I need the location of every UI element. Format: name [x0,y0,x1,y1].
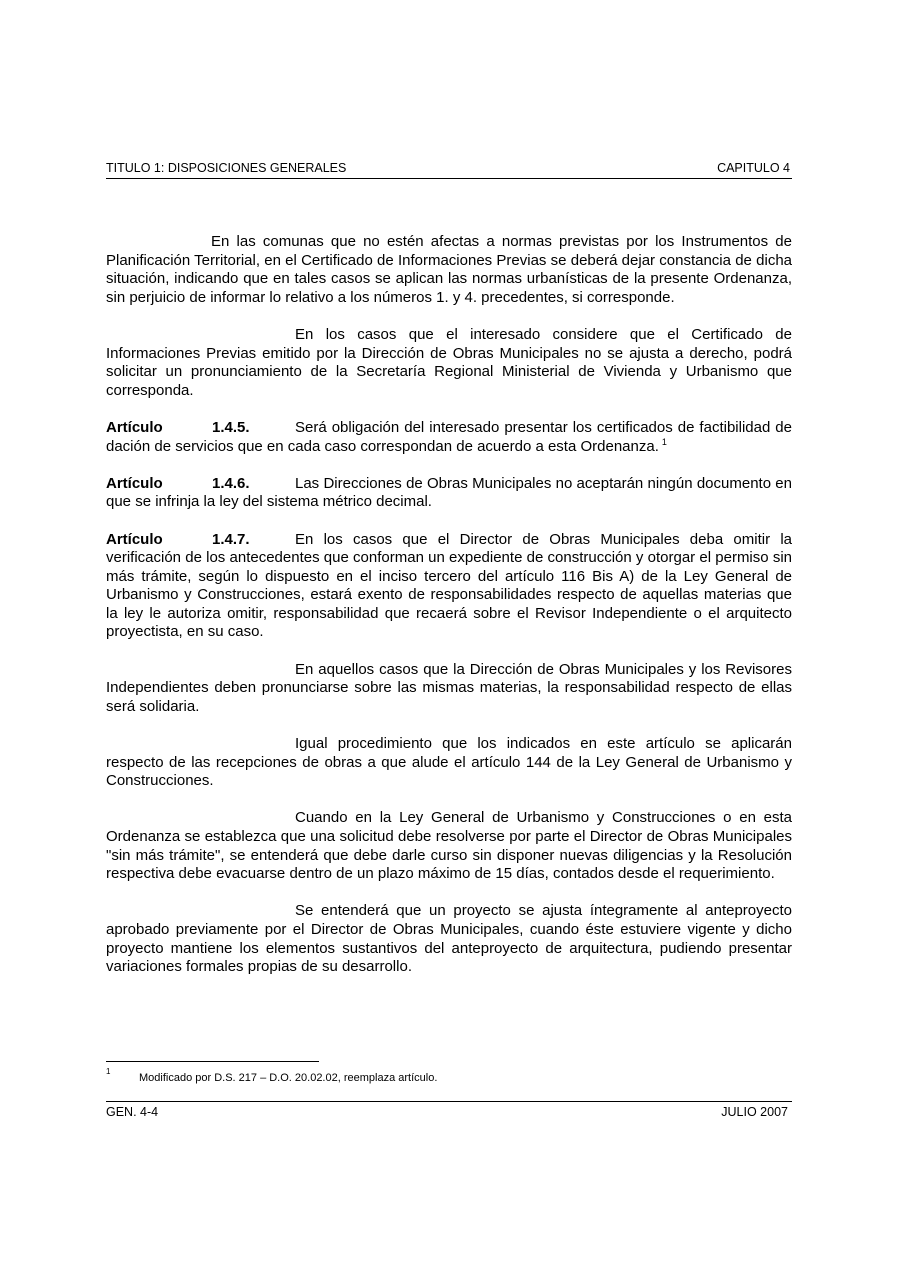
article-1-4-7 [106,531,792,643]
paragraph-text: Se entenderá que un proyecto se ajusta íntegramente al anteproyecto aprobado previamente por el Director de Obras Municipales, cuando éste estuviere vigente y dicho proyecto mantiene los elementos sustantivos del anteproyecto de arquitectura, pudiendo presentar variaciones formales propias de su desarrollo. [106,902,792,976]
article-text: Será obligación del interesado presentar los certificados de factibilidad de dación de servicios que en cada caso correspondan de acuerdo a esta Ordenanza. [106,418,792,455]
footnote-separator [106,1061,319,1062]
paragraph-text: En aquellos casos que la Dirección de Obras Municipales y los Revisores Independientes deben pronunciarse sobre las mismas materias, la responsabilidad respecto de ellas será solidaria. [106,660,792,715]
paragraph [106,809,792,883]
article-label: Artículo [106,474,163,492]
footnote-mark: 1 [106,1067,111,1076]
article-text: En los casos que el Director de Obras Municipales deba omitir la verificación de los antecedentes que conforman un expediente de construcción y otorgar el permiso sin más trámite, según lo dispuesto en el inciso tercero del artículo 116 Bis A) de la Ley General de Urbanismo y Construcciones, estará exento de responsabilidades respecto de aquellas materias que la ley le autoriza omitir, responsabilidad que recaerá sobre el Revisor Independiente o el arquitecto proyectista, en su caso. [106,530,792,641]
paragraph-text: En los casos que el interesado considere que el Certificado de Informaciones Previas emitido por la Dirección de Obras Municipales no se ajusta a derecho, podrá solicitar un pronunciamiento de la Secretaría Regional Ministerial de Vivienda y Urbanismo que corresponda. [106,325,792,399]
header-chapter: CAPITULO 4 [717,161,790,175]
article-number: 1.4.6. [212,474,250,492]
body-text [106,233,792,977]
article-number: 1.4.7. [212,530,250,548]
paragraph [106,326,792,400]
paragraph [106,735,792,791]
paragraph [106,661,792,717]
running-header [106,160,792,179]
paragraph-text: En las comunas que no estén afectas a normas previstas por los Instrumentos de Planificación Territorial, en el Certificado de Informaciones Previas se deberá dejar constancia de dicha situación, indicando que en tales casos se aplican las normas urbanísticas de la presente Ordenanza, sin perjuicio de informar lo relativo a los números 1. y 4. precedentes, si corresponde. [106,233,792,306]
page-number: GEN. 4-4 [106,1105,159,1119]
article-number: 1.4.5. [212,418,250,436]
footnote-reference[interactable]: 1 [661,436,667,447]
article-1-4-5 [106,419,792,456]
article-label: Artículo [106,530,163,548]
article-text: Las Direcciones de Obras Municipales no aceptarán ningún documento en que se infrinja la ley del sistema métrico decimal. [106,474,792,511]
running-footer [106,1101,792,1122]
footnote-text: Modificado por D.S. 217 – D.O. 20.02.02, reemplaza artículo. [139,1072,438,1084]
article-label: Artículo [106,418,163,436]
article-1-4-6 [106,475,792,512]
footer-date: JULIO 2007 [721,1105,788,1119]
header-title: TITULO 1: DISPOSICIONES GENERALES [106,161,347,175]
paragraph-text: Cuando en la Ley General de Urbanismo y Construcciones o en esta Ordenanza se establezca que una solicitud debe resolverse por parte el Director de Obras Municipales "sin más trámite", se entenderá que debe darle curso sin disponer nuevas diligencias y la Resolución respectiva debe evacuarse dentro de un plazo máximo de 15 días, contados desde el requerimiento. [106,809,792,883]
paragraph-text: Igual procedimiento que los indicados en este artículo se aplicarán respecto de las recepciones de obras a que alude el artículo 144 de la Ley General de Urbanismo y Construcciones. [106,735,792,790]
paragraph [106,233,792,307]
paragraph [106,902,792,976]
